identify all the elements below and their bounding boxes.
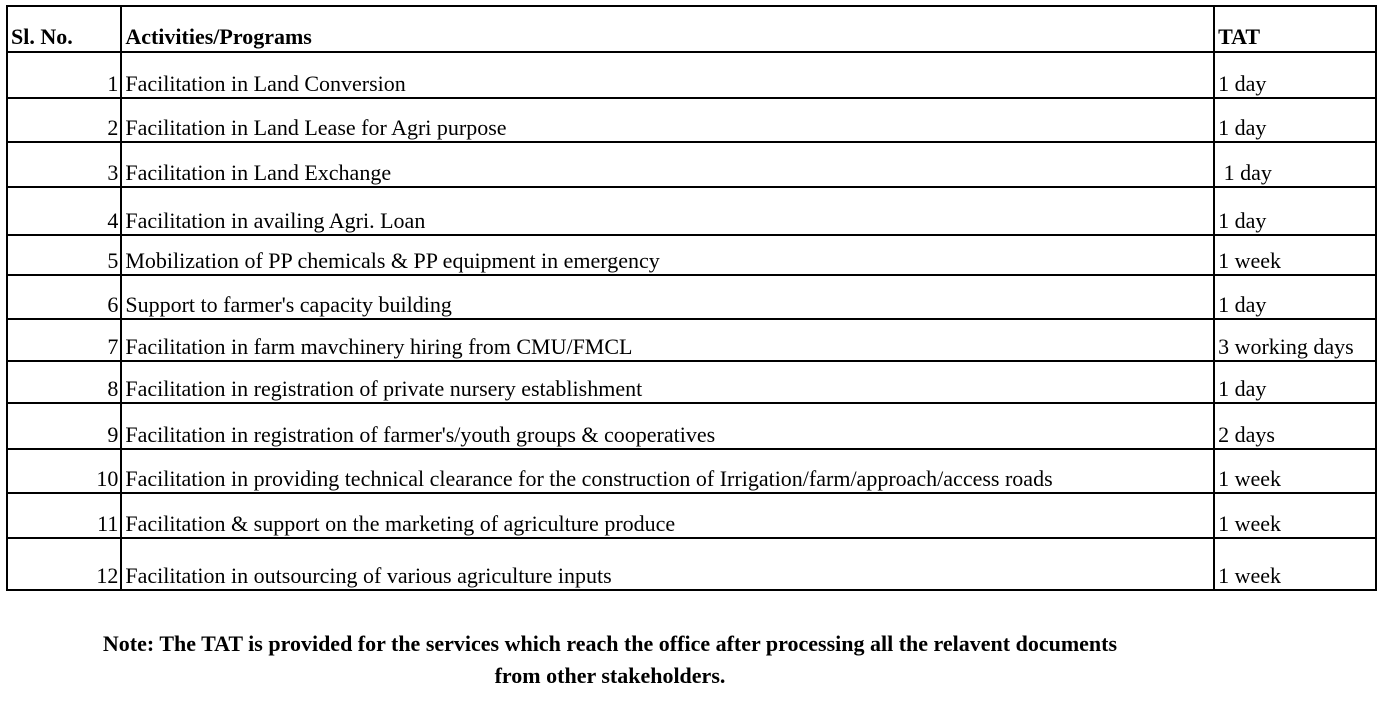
cell-activity: Mobilization of PP chemicals & PP equipment in emergency — [121, 235, 1214, 275]
cell-activity: Facilitation in Land Conversion — [121, 52, 1214, 98]
table-row — [7, 538, 1376, 590]
cell-sl-no: 12 — [7, 538, 121, 590]
cell-activity: Facilitation in farm mavchinery hiring from CMU/FMCL — [121, 319, 1214, 361]
header-activities: Activities/Programs — [121, 6, 1214, 52]
table-row — [7, 275, 1376, 319]
cell-tat: 1 day — [1214, 361, 1376, 403]
table-row — [7, 235, 1376, 275]
cell-sl-no: 7 — [7, 319, 121, 361]
cell-sl-no: 8 — [7, 361, 121, 403]
cell-tat: 3 working days — [1214, 319, 1376, 361]
cell-tat: 1 day — [1214, 187, 1376, 235]
cell-sl-no: 5 — [7, 235, 121, 275]
cell-sl-no: 3 — [7, 142, 121, 187]
cell-activity: Facilitation in Land Exchange — [121, 142, 1214, 187]
cell-sl-no: 11 — [7, 493, 121, 538]
cell-activity: Facilitation in outsourcing of various agriculture inputs — [121, 538, 1214, 590]
cell-sl-no: 1 — [7, 52, 121, 98]
cell-tat: 1 week — [1214, 235, 1376, 275]
table-header-row — [7, 6, 1376, 52]
cell-tat: 2 days — [1214, 403, 1376, 449]
cell-activity: Facilitation in Land Lease for Agri purpose — [121, 98, 1214, 142]
cell-sl-no: 10 — [7, 449, 121, 493]
cell-tat: 1 week — [1214, 538, 1376, 590]
header-tat: TAT — [1214, 6, 1376, 52]
cell-activity: Facilitation & support on the marketing of agriculture produce — [121, 493, 1214, 538]
note-text — [0, 628, 1220, 692]
header-sl-no: Sl. No. — [7, 6, 121, 52]
table-body — [7, 52, 1376, 590]
cell-activity: Facilitation in availing Agri. Loan — [121, 187, 1214, 235]
table-row — [7, 142, 1376, 187]
cell-activity: Facilitation in registration of farmer's/youth groups & cooperatives — [121, 403, 1214, 449]
cell-sl-no: 9 — [7, 403, 121, 449]
table-row — [7, 449, 1376, 493]
cell-tat: 1 day — [1214, 142, 1376, 187]
tat-table — [6, 5, 1377, 591]
cell-tat: 1 day — [1214, 98, 1376, 142]
cell-tat: 1 week — [1214, 449, 1376, 493]
table-row — [7, 52, 1376, 98]
cell-activity: Facilitation in providing technical clearance for the construction of Irrigation/farm/approach/access roads — [121, 449, 1214, 493]
cell-sl-no: 6 — [7, 275, 121, 319]
table-row — [7, 187, 1376, 235]
cell-tat: 1 day — [1214, 52, 1376, 98]
table-row — [7, 493, 1376, 538]
note-line-1: Note: The TAT is provided for the services which reach the office after processing all the relavent documents — [102, 631, 1118, 656]
cell-tat: 1 week — [1214, 493, 1376, 538]
cell-tat: 1 day — [1214, 275, 1376, 319]
table-row — [7, 361, 1376, 403]
cell-sl-no: 4 — [7, 187, 121, 235]
cell-activity: Support to farmer's capacity building — [121, 275, 1214, 319]
table-row — [7, 319, 1376, 361]
note-line-2: from other stakeholders. — [494, 663, 726, 688]
table-row — [7, 98, 1376, 142]
cell-activity: Facilitation in registration of private nursery establishment — [121, 361, 1214, 403]
cell-sl-no: 2 — [7, 98, 121, 142]
table-row — [7, 403, 1376, 449]
